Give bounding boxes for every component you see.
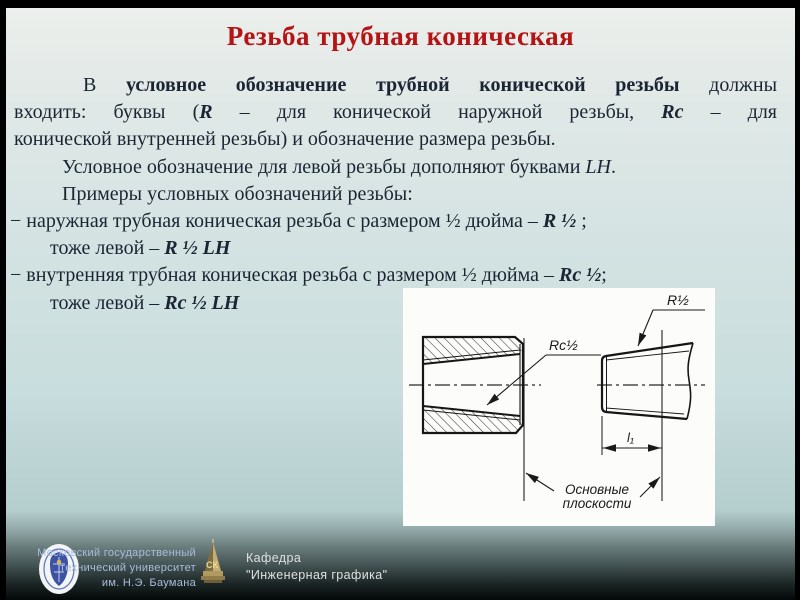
basic-planes-callout (526, 473, 660, 511)
basic-planes-label: Основные (564, 482, 630, 497)
external-thread-label: R½ (667, 292, 689, 308)
department-logo-text: СК (206, 560, 218, 570)
text-segment: . (610, 155, 616, 178)
footer-text-line: Московский государственный (37, 547, 196, 559)
text-segment: Примеры условных обозначений резьбы: (62, 182, 413, 205)
basic-planes-label: плоскости (562, 496, 632, 511)
text-segment: ; (576, 210, 587, 233)
external-thread-callout (638, 292, 705, 346)
footer-text-line: Кафедра (246, 551, 302, 565)
text-segment: В (83, 74, 126, 96)
text-segment: R (199, 101, 213, 124)
body-line (10, 208, 777, 235)
text-segment: конической внутренней резьбы) и обозначение размера резьбы. (14, 128, 556, 151)
text-segment: Rc ½ LH (164, 291, 240, 314)
footer-text-line: технический университет (60, 562, 196, 574)
body-line (10, 99, 777, 126)
page-title: Резьба трубная коническая (226, 21, 575, 51)
body-line (10, 235, 777, 262)
technical-drawing (403, 288, 715, 526)
text-segment: условное обозначение трубной конической резьбы (125, 74, 680, 96)
text-segment: – для конической наружной резьбы, (212, 101, 662, 124)
text-segment: R ½ (542, 210, 577, 233)
length-dimension (602, 416, 662, 455)
thread-diagram (403, 288, 715, 526)
external-thread-part (602, 343, 693, 419)
department-tower-icon (199, 539, 227, 590)
length-dimension-label: l₁ (627, 430, 634, 445)
slide-content (6, 8, 795, 600)
text-segment: Rc ½ (559, 264, 602, 287)
text-segment: Rc (661, 101, 684, 124)
body-line (10, 154, 777, 181)
text-segment: входить: буквы ( (14, 101, 200, 124)
body-text (10, 72, 777, 317)
text-segment: – для (683, 101, 777, 124)
text-segment: тоже левой – (50, 291, 165, 314)
break-line (687, 343, 693, 419)
department-name (246, 550, 387, 583)
text-segment: − внутренняя трубная коническая резьба с размером ½ дюйма – (10, 264, 560, 287)
body-line (10, 262, 777, 289)
footer-text-line: им. Н.Э. Баумана (101, 577, 196, 589)
university-name (36, 546, 196, 591)
text-segment: R ½ LH (164, 237, 231, 260)
footer-text-line: "Инженерная графика" (246, 567, 388, 582)
text-segment: должны (679, 74, 778, 96)
body-line (10, 181, 777, 208)
text-segment: Условное обозначение для левой резьбы дополняют буквами (62, 155, 586, 178)
text-segment: LH (585, 155, 611, 178)
text-segment: тоже левой – (50, 237, 165, 260)
body-line (10, 126, 777, 153)
body-line (10, 72, 777, 99)
text-segment: − наружная трубная коническая резьба с размером ½ дюйма – (10, 210, 543, 233)
internal-thread-label: Rc½ (549, 337, 578, 353)
text-segment: ; (601, 264, 607, 287)
